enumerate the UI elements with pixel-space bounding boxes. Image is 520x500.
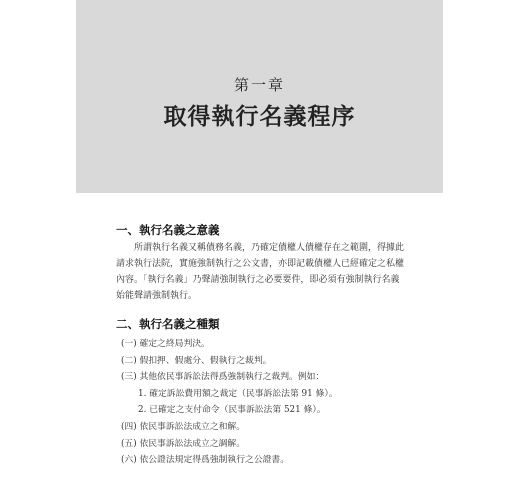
paragraph-line: 始能聲請強制執行。: [116, 291, 198, 301]
types-list: [121, 336, 338, 469]
list-item: (二) 假扣押、假處分、假執行之裁判。: [121, 355, 272, 366]
chapter-label: 第一章: [233, 76, 285, 94]
list-item: (四) 依民事訴訟法成立之和解。: [121, 421, 246, 432]
paragraph-line: 請求執行法院，實施強制執行之公文書，亦即記載債權人已經確定之私權: [116, 259, 405, 269]
section-heading-types: 二、執行名義之種類: [116, 317, 220, 331]
section-heading-meaning: 一、執行名義之意義: [116, 223, 220, 237]
list-item: (三) 其他依民事訴訟法得爲強制執行之裁判。例如：: [121, 372, 325, 383]
list-item: (六) 依公證法規定得爲強制執行之公證書。: [121, 455, 290, 466]
chapter-banner: [76, 0, 443, 193]
list-item: (五) 依民事訴訟法成立之調解。: [121, 438, 246, 449]
paragraph-line: 內容。「執行名義」乃聲請強制執行之必要要件，即必須有強制執行名義: [116, 275, 400, 285]
chapter-title: 取得執行名義程序: [163, 103, 356, 130]
paragraph-line: 所謂執行名義又稱債務名義，乃確定債權人債權存在之範圍，得據此: [134, 243, 405, 253]
list-subitem: 1. 確定訴訟費用額之裁定（民事訴訟法第 91 條）。: [138, 388, 338, 399]
list-item: (一) 確定之終局判決。: [121, 339, 210, 349]
meaning-paragraph: [116, 240, 416, 304]
list-subitem: 2. 已確定之支付命令（民事訴訟法第 521 條）。: [138, 405, 326, 416]
